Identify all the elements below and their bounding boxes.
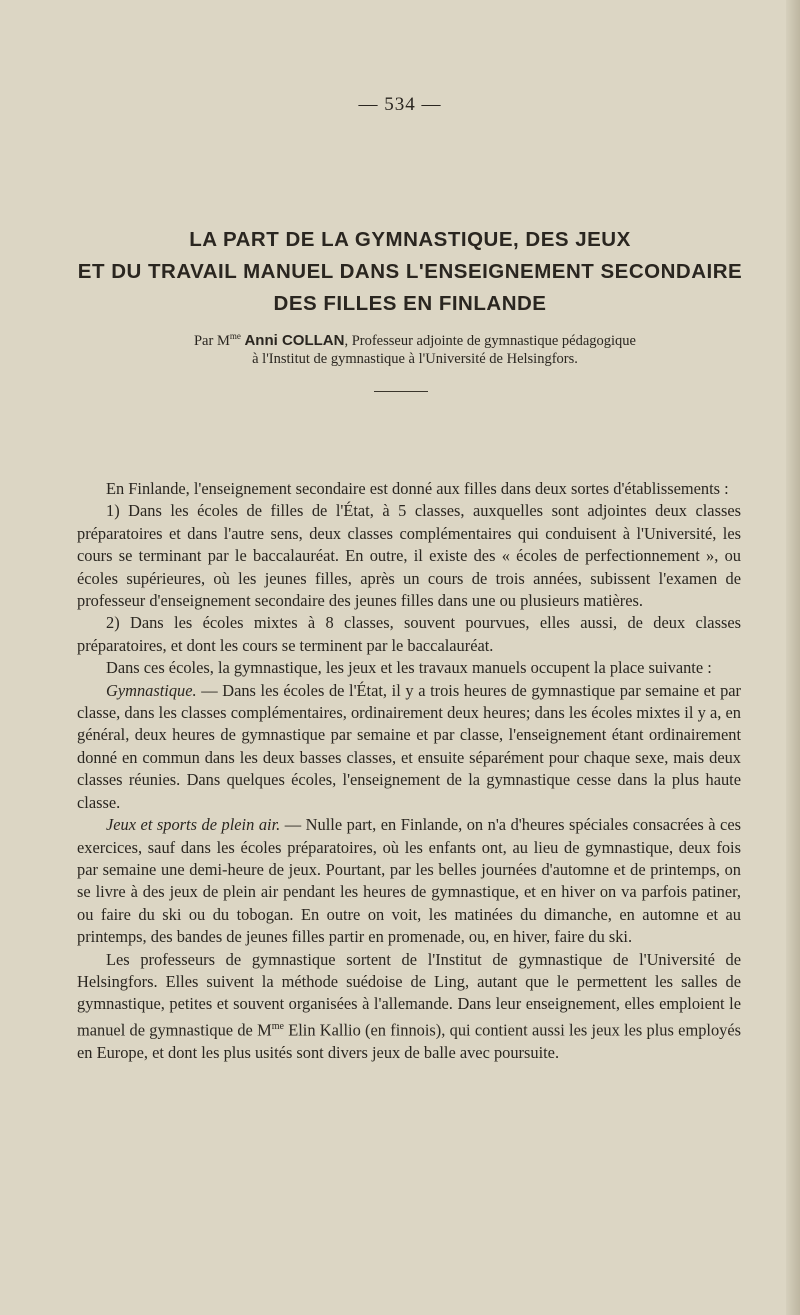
paragraph-7-text-b: Elin Kallio (en finnois), qui contient aussi les jeux les plus employés en Europe, et dont les plus usités sont divers jeux de balle avec poursuite. — [77, 1020, 741, 1062]
paragraph-6-text: — Nulle part, en Finlande, on n'a d'heures spéciales consacrées à ces exercices, sauf dans les écoles préparatoires, où les enfants ont, au lieu de gymnastique, deux fois par semaine une demi-heure de jeux. Pourtant, par les belles journées d'automne et de printemps, on se livre à des jeux de plein air pendant les heures de gymnastique, et en hiver on va parfois patiner, ou faire du ski ou du tobogan. En outre on voit, les matinées du dimanche, en automne et au printemps, des bandes de jeunes filles partir en promenade, ou, en hiver, faire du ski. — [77, 815, 741, 947]
title-line-1: LA PART DE LA GYMNASTIQUE, DES JEUX — [189, 228, 631, 251]
paragraph-5-lead: Gymnastique. — [106, 680, 197, 700]
paragraph-1: En Finlande, l'enseignement secondaire est donné aux filles dans deux sortes d'établissements : — [106, 479, 729, 498]
article-body — [77, 478, 741, 1064]
paragraph-5-text: — Dans les écoles de l'État, il y a trois heures de gymnastique par semaine et par classe, dans les classes complémentaires, ordinairement deux heures; dans les écoles mixtes il y a, en général, deux heures de gymnastique par semaine et par classe, l'enseignement étant ordinairement donné en commun dans les deux basses classes, et ensuite séparément pour chaque sexe, mais deux classes réunies. Dans quelques écoles, l'enseignement de la gymnastique cesse dans la plus haute classe. — [77, 680, 741, 812]
paragraph-7 — [77, 949, 741, 1065]
byline-line-1 — [0, 331, 800, 350]
byline-prefix: Par M — [193, 332, 230, 349]
paragraph-6 — [77, 814, 741, 948]
paragraph-7-sup: me — [271, 1020, 284, 1032]
title-line-2: ET DU TRAVAIL MANUEL DANS L'ENSEIGNEMENT SECONDAIRE — [77, 260, 743, 283]
author-name: Anni COLLAN — [244, 331, 345, 349]
paragraph-6-lead: Jeux et sports de plein air. — [106, 815, 281, 835]
paragraph-3: 2) Dans les écoles mixtes à 8 classes, souvent pourvues, elles aussi, de deux classes préparatoires, et dont les cours se terminent par le baccalauréat. — [77, 613, 741, 655]
page-edge — [786, 0, 800, 1315]
byline-rest: , Professeur adjointe de gymnastique pédagogique — [344, 332, 636, 349]
paragraph-4: Dans ces écoles, la gymnastique, les jeux et les travaux manuels occupent la place suivante : — [106, 658, 712, 678]
paragraph-2: 1) Dans les écoles de filles de l'État, à 5 classes, auxquelles sont adjointes deux classes préparatoires et dans l'autre sens, deux classes complémentaires qui conduisent à l'Université, les cours se terminant par le baccalauréat. En outre, il existe des « écoles de perfectionnement », ou écoles supérieures, où les jeunes filles, après un cours de trois années, subissent l'examen de professeur d'enseignement secondaire des jeunes filles dans une ou plusieurs matières. — [77, 501, 741, 611]
paragraph-7-text-a: Les professeurs de gymnastique sortent de l'Institut de gymnastique de l'Université de Helsingfors. Elles suivent la méthode suédoise de Ling, autant que le permettent les salles de gymnastique, petites et souvent organisées à l'allemande. Dans leur enseignement, elles emploient le manuel de gymnastique de M — [77, 949, 741, 1040]
separator-rule — [374, 391, 428, 392]
byline-line-2: à l'Institut de gymnastique à l'Université de Helsingfors. — [252, 351, 578, 367]
paragraph-5 — [77, 680, 741, 814]
byline-sup: me — [229, 331, 241, 341]
title-line-3: DES FILLES EN FINLANDE — [273, 292, 547, 315]
page-number: — 534 — — [358, 94, 442, 115]
